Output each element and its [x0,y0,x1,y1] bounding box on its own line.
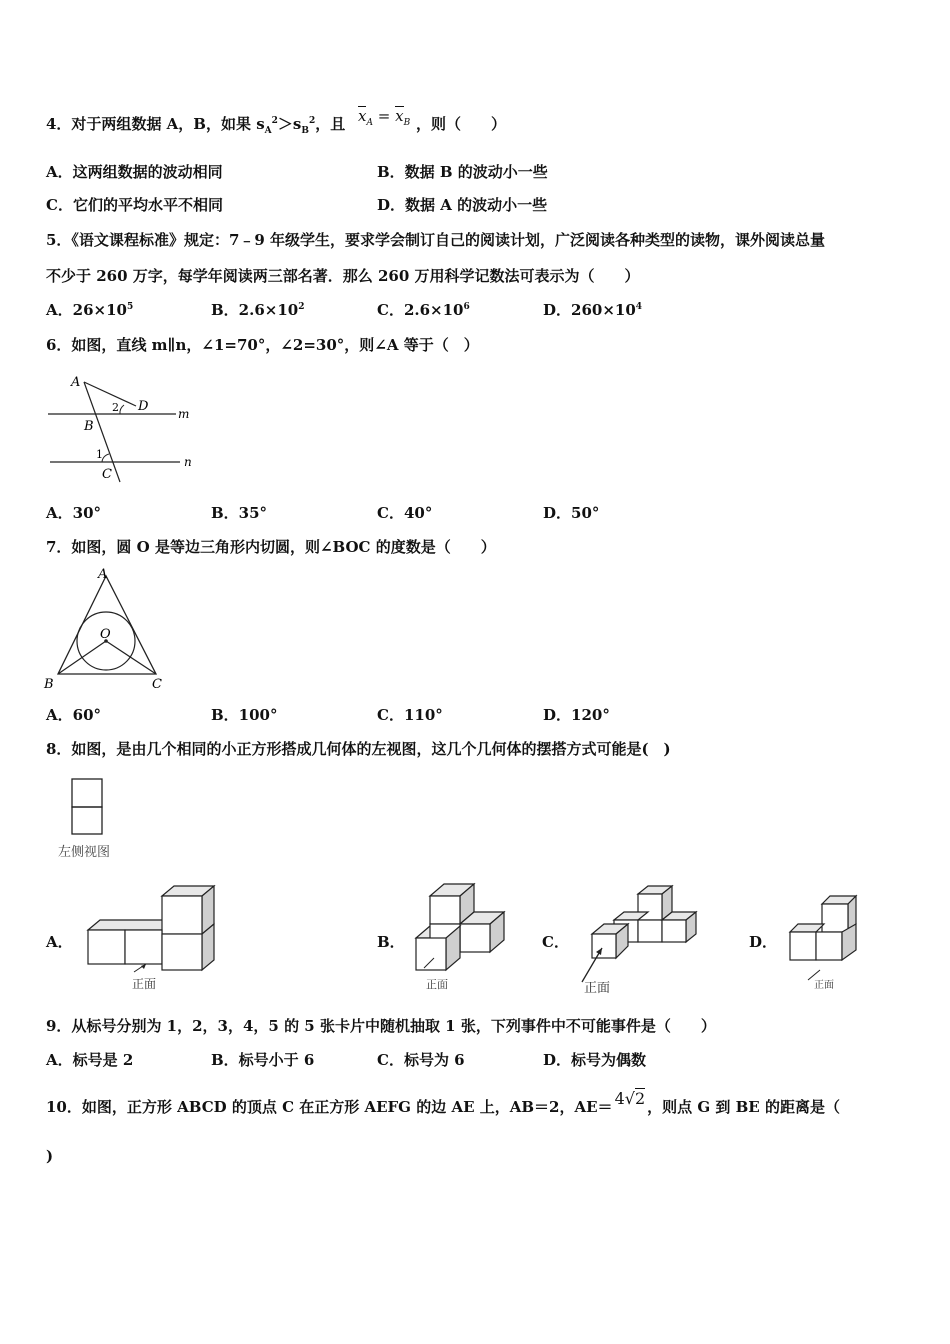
label-b: B [44,677,54,692]
label-a: A [98,567,108,582]
q8-option-b-figure[interactable] [408,882,528,992]
q5-option-a[interactable]: A．$26\times 10^5$ [46,301,134,319]
q9-option-d[interactable]: D．标号为偶数 [543,1051,647,1069]
q10-stem-line2: ) [46,1147,54,1165]
q8-option-d-label[interactable]: D． [749,933,778,951]
label-o: O [100,627,111,642]
q9-stem: 9．从标号分别为 1，2，3，4，5 的 5 张卡片中随机抽取 1 张，下列事件中不可能事件是（ ） [46,1017,716,1035]
q4-option-d[interactable]: D．数据 A 的波动小一些 [377,196,548,214]
q4-option-b[interactable]: B．数据 B 的波动小一些 [377,163,548,181]
q8-option-c-figure[interactable] [574,882,704,994]
front-label: 正面 [426,978,448,991]
q4-option-c[interactable]: C．它们的平均水平不相同 [46,196,223,214]
front-label: 正面 [132,977,157,991]
label-m: m [178,407,190,421]
q4-stem: 4．对于两组数据 A，B，如果 $s_A^2>s_B^2$，且 [46,115,346,136]
q6-stem: 6．如图，直线 m∥n，∠1=70°，∠2=30°，则∠A 等于（ ） [46,336,479,354]
q7-option-d[interactable]: D．120° [543,706,610,724]
q7-stem: 7．如图，圆 O 是等边三角形内切圆，则∠BOC 的度数是（ ） [46,538,496,556]
q7-incircle-triangle-figure [44,568,169,693]
q8-option-c-label[interactable]: C． [542,933,569,951]
q10-stem-a: 10．如图，正方形 ABCD 的顶点 C 在正方形 AEFG 的边 AE 上，AB＝2，AE＝ [46,1098,613,1116]
q8-option-a-figure[interactable] [86,884,226,994]
q8-option-d-figure[interactable] [788,892,868,992]
q4-option-a[interactable]: A．这两组数据的波动相同 [46,163,223,181]
equilateral-triangle [58,576,156,674]
q6-parallel-lines-figure [40,370,200,485]
q5-stem-line1: 5．《语文课程标准》规定：7﹣9 年级学生，要求学会制订自己的阅读计划，广泛阅读各种类型的读物，课外阅读总量 [46,231,826,249]
q6-option-d[interactable]: D．50° [543,504,600,522]
label-angle-2: 2 [112,401,119,414]
q10-stem-b: ，则点 G 到 BE 的距离是（ [647,1098,840,1116]
q7-option-b[interactable]: B．100° [211,706,278,724]
q9-option-a[interactable]: A．标号是 2 [46,1051,134,1069]
label-d: D [138,399,149,414]
q6-option-a[interactable]: A．30° [46,504,102,522]
q9-option-c[interactable]: C．标号为 6 [377,1051,465,1069]
q7-option-a[interactable]: A．60° [46,706,102,724]
angle-2-arc [120,405,124,414]
label-b: B [84,419,94,434]
front-label: 正面 [814,980,834,991]
q4-mean-equality: $x_A = x_B$ [358,107,411,128]
q6-option-c[interactable]: C．40° [377,504,433,522]
label-angle-1: 1 [96,448,103,461]
q5-option-b[interactable]: B．$2.6\times 10^2$ [211,301,305,319]
label-a: A [71,375,81,390]
q5-option-c[interactable]: C．$2.6\times 10^6$ [377,301,470,319]
q6-option-b[interactable]: B．35° [211,504,268,522]
q9-option-b[interactable]: B．标号小于 6 [211,1051,315,1069]
q8-option-b-label[interactable]: B． [377,933,405,951]
q5-stem-line2: 不少于 260 万字，每学年阅读两三部名著．那么 260 万用科学记数法可表示为（ ） [46,267,640,285]
label-c: C [102,467,112,482]
q4-stem-a: 4．对于两组数据 A，B，如果 s [46,115,265,133]
label-n: n [184,455,192,469]
q8-left-view-figure [56,775,136,865]
left-view-label: 左侧视图 [58,845,111,860]
front-label: 正面 [584,981,611,996]
q4-stem-tail: ，则（ ） [416,115,507,133]
q5-option-d[interactable]: D．$260\times 10^4$ [543,301,643,319]
q8-stem: 8．如图，是由几个相同的小正方形搭成几何体的左视图，这几个几何体的摆搭方式可能是( ) [46,740,671,758]
q10-radical: 4√2 [614,1089,646,1108]
q7-option-c[interactable]: C．110° [377,706,443,724]
angle-1-arc [102,454,109,462]
label-c: C [152,677,162,692]
q10-stem [46,1089,840,1117]
q8-option-a-label[interactable]: A． [46,933,73,951]
